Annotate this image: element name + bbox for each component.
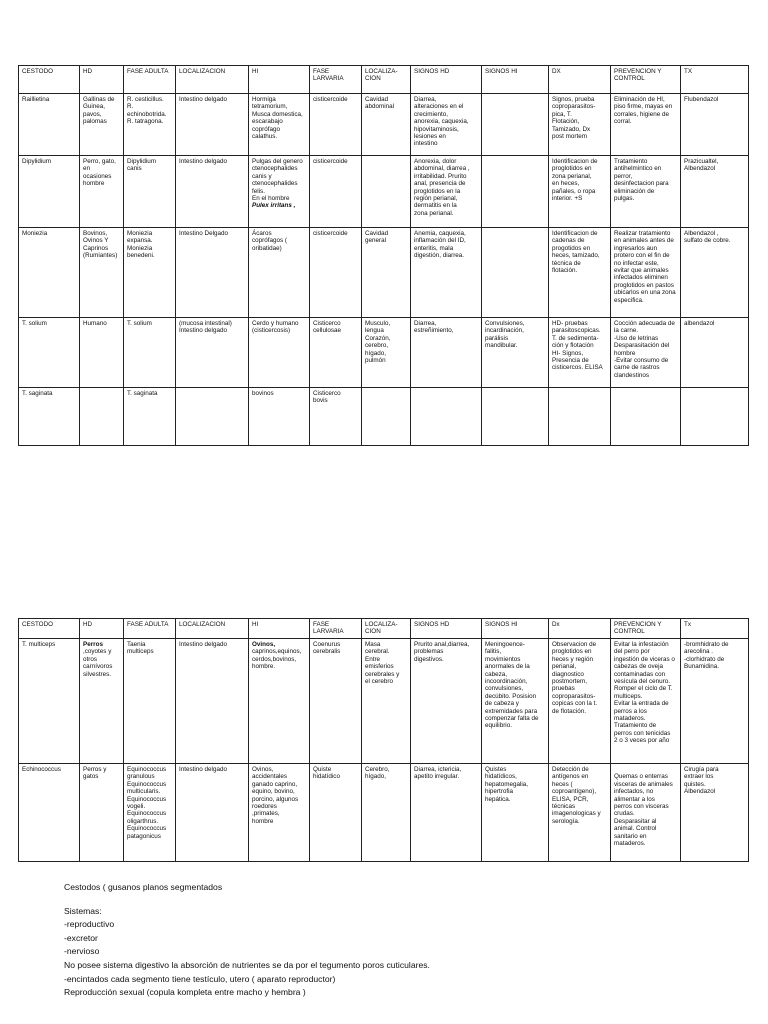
cell-fase-larvaria: Cisticerco bovis [310,388,362,446]
cell-localizacion-larva: Cerebro, hígado, [362,764,411,862]
cell-cestodo: Echinococcus [19,764,80,862]
notes-line: -excretor [64,932,98,943]
cell-localizacion-larva [362,388,411,446]
header-prevencion: PREVENCION Y CONTROL [611,66,681,94]
notes-spacer [64,895,430,905]
cell-hd: Humano [80,318,124,388]
table-header-row [19,619,749,639]
cell-hd [80,388,124,446]
cell-hi-text: bovinos [252,390,274,397]
cell-fase-adulta: Dipylidium canis [124,156,176,228]
header-signos-hi: SIGNOS HI [482,66,549,94]
notes-line: -reproductivo [64,919,115,930]
cell-signos-hi [482,156,549,228]
notes-line: No posee sistema digestivo la absorción de nutrientes se da por el tegumento poros cuticulares. [64,959,430,970]
cell-dx: Detección de antígenos en heces ( coproantígeno), ELISA, PCR, técnicas imagenologicas y serología. [549,764,611,862]
cell-prevencion: Eliminación de HI, piso firme, mayas en corrales, higiene de corral. [611,94,681,156]
cell-prevencion: Cocción adecuada de la carne. -Uso de letrinas Desparasitación del hombre -Evitar consumo de carne de rastros clandestinos [611,318,681,388]
notes-line: -encintados cada segmento tiene testículo, utero ( aparato reproductor) [64,973,336,984]
table-row [19,388,749,446]
cell-signos-hi: Quistes hidatídicos, hepatomegalia, hipertrofia hepática. [482,764,549,862]
table-row [19,156,749,228]
cestodes-table-1 [18,65,749,446]
cell-fase-larvaria: Coenurus cerebralis [310,639,362,764]
cell-hd-text: ,coyotes y otros carnívoros silvestres. [83,648,113,678]
notes-title: Cestodos ( gusanos planos segmentados [64,882,223,892]
cell-tx: Flubendazol [681,94,749,156]
header-hd: HD [80,66,124,94]
cell-hi [249,764,310,862]
cell-signos-hd: Anemia, caquexia, inflamación del ID, enteritis, mala digestión, diarrea. [411,228,482,318]
cell-signos-hd: Diarrea, estreñimiento, [411,318,482,388]
cell-fase-adulta: Taenia multiceps [124,639,176,764]
cell-fase-larvaria: cisticercoide [310,228,362,318]
header-tx: TX [681,66,749,94]
cell-localizacion-larva: Cavidad abdominal [362,94,411,156]
notes-line: Reproducción sexual (copula kompleta entre macho y hembra ) [64,987,306,998]
header-localizacion-larva: LOCALIZA- CION [362,619,411,639]
table-row [19,764,749,862]
cell-tx: Prazicualtel, Albendazol [681,156,749,228]
cell-tx: Albendazol , sulfato de cobre. [681,228,749,318]
header-localizacion: LOCALIZACION [176,66,249,94]
cestodes-table-2 [18,618,749,862]
cell-signos-hi: Meningoence- falitis, movimientos anormales de la cabeza, incoordinación, convulsiones, decúbito. Posision de cabeza y extremidades para compenzar falta de equilibrio. [482,639,549,764]
cell-fase-larvaria: Quiste hidatídico [310,764,362,862]
header-tx: Tx [681,619,749,639]
cell-prevencion: Realizar tratamiento en animales antes de ingresarlos aun protero con el fin de no infectar este, evitar que animales infectados eliminen proglotidos en pastos ubicarlos en una zona especifica. [611,228,681,318]
cell-signos-hd: Diarrea, ictericia, apetito irregular. [411,764,482,862]
notes-sistemas-label: Sistemas: [64,905,102,916]
cell-fase-adulta: Equinococcus granulous Equinococcus multicularis. Equinococcus vogeli. Equinococcus oligarthrus. Equinococcus patagonicus [124,764,176,862]
cell-signos-hd: Diarrea, alteraciones en el crecimiento, anorexia, caquexia, hipovitaminosis, lesiones en intestino [411,94,482,156]
cell-cestodo: Moniezia [19,228,80,318]
cell-hd: Gallinas de Guinea, pavos, palomas [80,94,124,156]
header-cestodo: CESTODO [19,66,80,94]
cell-signos-hd [411,388,482,446]
cell-hi-text: Ácaros coprófagos ( oribatidae) [252,230,288,252]
cell-hi-text: Ovinos, accidentales ganado caprino, equino, bovino, porcino, algunos roedores ,primates, hombre [252,766,299,825]
table-header-row [19,66,749,94]
cell-cestodo: T. solium [19,318,80,388]
cell-hi-species: Pulex irritans , [252,202,296,210]
cell-tx [681,388,749,446]
cell-cestodo: T. saginata [19,388,80,446]
notes-line: -nervioso [64,946,100,957]
cell-hd-text: Perros y gatos [83,766,107,781]
cell-hd [80,639,124,764]
cell-localizacion: Intestino delgado [176,156,249,228]
cell-hi [249,639,310,764]
header-localizacion: LOCALIZACION [176,619,249,639]
cell-localizacion: Intestino delgado [176,764,249,862]
table-row [19,318,749,388]
header-localizacion-larva: LOCALIZA- CION [362,66,411,94]
header-hd: HD [80,619,124,639]
cell-hi-text: Hormiga tetramorium, Musca domestica, escarabajo coprófago calathus. [252,96,303,141]
cell-tx: albendazol [681,318,749,388]
header-cestodo: CESTODO [19,619,80,639]
header-fase-larvaria: FASE LARVARIA [310,619,362,639]
cell-hi [249,388,310,446]
cell-signos-hi [482,94,549,156]
cell-hi-text: Pulgas del genero ctenocephalides canis y ctenocephalides felis. En el hombre [252,158,303,203]
cell-localizacion: Intestino delgado [176,94,249,156]
cell-fase-adulta: R. cesticillus. R. echinobotrida. R. tatragona. [124,94,176,156]
cell-dx: Identificacion de proglotidos en zona perianal, en heces, pañales, o ropa interior. +S [549,156,611,228]
cell-dx: Observacion de proglotidos en heces y región perianal, diagnostico postmortem, pruebas coproparasitos- copicas con la t. de flotación. [549,639,611,764]
header-hi: HI [249,619,310,639]
cell-dx: Identificacion de cadenas de progotidos en heces, tamizado, técnica de flotación. [549,228,611,318]
cell-hi-text: caprinos,equinos, cerdos,bovinos, hombre. [252,648,302,671]
cell-prevencion: Quemas o enterras visceras de animales infectados, no alimentar a los perros con visceras crudas. Desparasitar al animal. Control sanitario en mataderos. [611,764,681,862]
cell-localizacion-larva [362,156,411,228]
cell-hi [249,94,310,156]
cell-prevencion [611,388,681,446]
cell-localizacion-larva: Cavidad general [362,228,411,318]
cell-localizacion-larva: Masa cerebral. Entre emisferios cerebrales y el cerebro [362,639,411,764]
cell-hd: Bovinos, Ovinos Y Caprinos (Rumiantes) [80,228,124,318]
table-row [19,94,749,156]
cell-dx: HD- pruebas parasitoscopicas. T. de sedimenta- ción y flotación HI- Signos, Presencia de cisticercos. ELISA [549,318,611,388]
cell-tx: Cirugía para extraer los quistes. Albendazol [681,764,749,862]
cell-dx [549,388,611,446]
cell-tx: -bromhidrato de arecolina . -clorhidrato de Bunamidina. [681,639,749,764]
header-signos-hi: SIGNOS HI [482,619,549,639]
table-row [19,228,749,318]
cell-fase-larvaria: cisticercoide [310,94,362,156]
header-hi: HI [249,66,310,94]
cell-prevencion: Evitar la infestación del perro por ingestión de viceras o cabezas de oveja contaminadas con vesícula del cenuro. Romper el ciclo de T. multiceps. Evitar la entrada de perros a los mataderos. Tratamiento de perros con tenicidas 2 o 3 veces por año [611,639,681,764]
cell-localizacion [176,388,249,446]
cell-signos-hi: Convulsiones, incardinación, parálisis mandibular. [482,318,549,388]
cell-cestodo: Dipylidium [19,156,80,228]
cell-hd: Perro, gato, en ocasiones hombre [80,156,124,228]
cell-localizacion: Intestino delgado [176,639,249,764]
header-signos-hd: SIGNOS HD [411,619,482,639]
cell-hi [249,318,310,388]
cell-fase-larvaria: Cisticerco cellulosae [310,318,362,388]
cell-fase-adulta: T. solium [124,318,176,388]
cell-localizacion: Intestino Delgado [176,228,249,318]
table-row [19,639,749,764]
cell-hi [249,228,310,318]
cell-fase-adulta: T. saginata [124,388,176,446]
cell-fase-larvaria: cisticercoide [310,156,362,228]
cell-hd [80,764,124,862]
cell-signos-hi [482,228,549,318]
header-fase-larvaria: FASE LARVARIA [310,66,362,94]
cell-hi [249,156,310,228]
cell-localizacion: (mucosa intestinal) Intestino delgado [176,318,249,388]
header-signos-hd: SIGNOS HD [411,66,482,94]
header-prevencion: PREVENCION Y CONTROL [611,619,681,639]
header-fase-adulta: FASE ADULTA [124,619,176,639]
cell-fase-adulta: Moniezia expansa. Moniezia benedeni. [124,228,176,318]
cell-signos-hi [482,388,549,446]
cell-cestodo: T. multiceps [19,639,80,764]
cell-signos-hd: Anorexia, dolor abdominal, diarrea , irritabilidad. Prurito anal, presencia de proglotidos en la región perianal, dermatitis en la zona perianal. [411,156,482,228]
cell-prevencion: Tratamiento antihelmintico en perror, desinfectacion para eliminación de pulgas. [611,156,681,228]
header-dx: DX [549,66,611,94]
cell-dx: Signos, prueba coproparasitos- pica, T. Flotación, Tamizado, Dx post mortem [549,94,611,156]
header-dx: Dx [549,619,611,639]
cell-signos-hd: Prurito anal,diarrea, problemas digestivos. [411,639,482,764]
cell-hi-text: Cerdo y humano (cisticercosis) [252,320,299,335]
header-fase-adulta: FASE ADULTA [124,66,176,94]
cell-hi-bold: Ovinos, [252,641,276,648]
cell-localizacion-larva: Musculo, lengua Corazón, cerebro, hígado, pulmón [362,318,411,388]
cell-cestodo: Raillietina [19,94,80,156]
cell-hd-bold: Perros [83,641,103,648]
notes-section [64,881,430,1000]
